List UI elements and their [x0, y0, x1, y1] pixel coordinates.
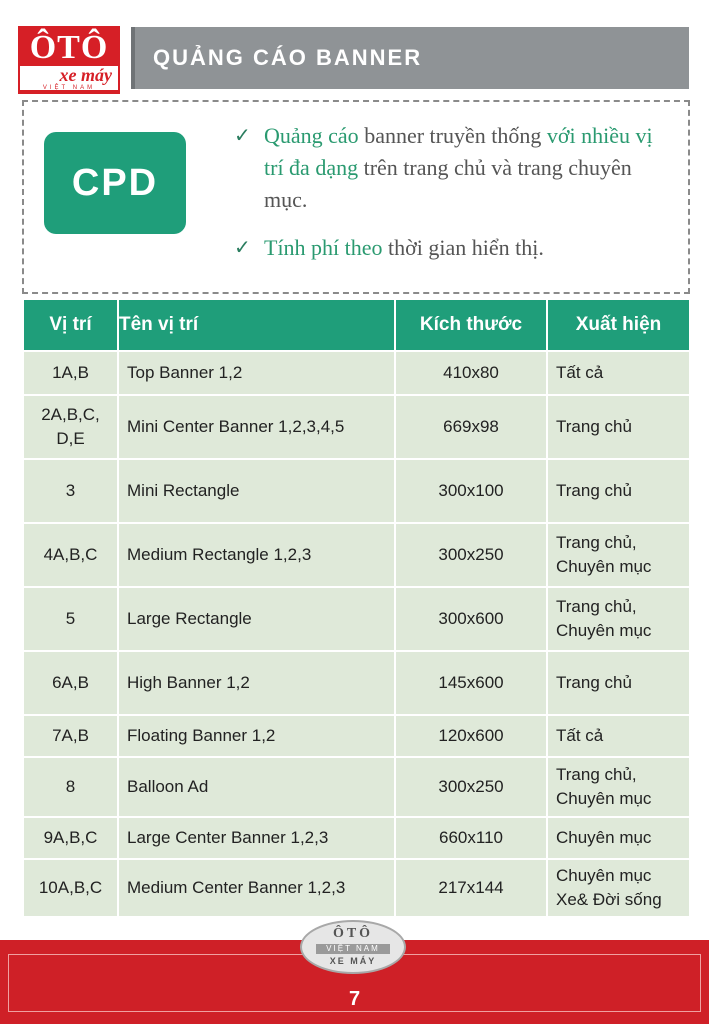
appearance-line-1: Trang chủ: [556, 417, 632, 436]
bullet-item-1: [234, 120, 674, 216]
cell-position: 9A,B,C: [24, 816, 119, 858]
appearance-line-2: Xe& Đời sống: [556, 890, 662, 909]
table-row: [24, 756, 689, 816]
cell-position: 4A,B,C: [24, 522, 119, 586]
col-header-position: Vị trí: [24, 300, 119, 350]
cell-name: Balloon Ad: [119, 756, 396, 816]
appearance-line-1: Tất cả: [556, 363, 604, 382]
appearance-line-2: Chuyên mục: [556, 621, 652, 640]
cell-appearance: [548, 458, 689, 522]
bullet-1-highlight-c: với nhiều vị trí đa dạng: [264, 123, 653, 180]
bullet-text-2: [234, 232, 674, 264]
cell-appearance: [548, 394, 689, 458]
checkmark-icon: ✓: [234, 237, 251, 259]
cell-size: 217x144: [396, 858, 548, 916]
cell-position: 10A,B,C: [24, 858, 119, 916]
appearance-line-1: Trang chủ,: [556, 765, 637, 784]
cell-position: 1A,B: [24, 350, 119, 394]
bullet-item-2: [234, 232, 674, 264]
page-title: QUẢNG CÁO BANNER: [153, 45, 423, 70]
cell-name: Large Rectangle: [119, 586, 396, 650]
bullet-1-text-d: trên trang chủ và trang chuyên mục.: [264, 155, 632, 212]
bullet-2-highlight-a: Tính phí theo: [264, 235, 383, 260]
cell-name: Mini Center Banner 1,2,3,4,5: [119, 394, 396, 458]
appearance-line-2: Chuyên mục: [556, 789, 652, 808]
badge-vietnam-text: VIỆT NAM: [316, 944, 390, 954]
cell-size: 145x600: [396, 650, 548, 714]
intro-box: [22, 100, 690, 294]
appearance-line-1: Chuyên mục: [556, 828, 652, 847]
cell-position: 5: [24, 586, 119, 650]
appearance-line-1: Trang chủ,: [556, 597, 637, 616]
cell-size: 300x250: [396, 756, 548, 816]
table-row: [24, 714, 689, 756]
cell-position: 7A,B: [24, 714, 119, 756]
cell-size: 669x98: [396, 394, 548, 458]
appearance-line-1: Tất cả: [556, 726, 604, 745]
badge-oto-text: ÔTÔ: [332, 926, 374, 941]
cell-position: 6A,B: [24, 650, 119, 714]
banner-table: [24, 300, 689, 916]
logo-oto-text: ÔTÔ: [20, 28, 118, 66]
cell-size: 120x600: [396, 714, 548, 756]
cell-appearance: [548, 756, 689, 816]
cell-size: 660x110: [396, 816, 548, 858]
table-row: [24, 522, 689, 586]
table-row: [24, 816, 689, 858]
cell-appearance: [548, 522, 689, 586]
cell-name: Mini Rectangle: [119, 458, 396, 522]
cell-appearance: [548, 650, 689, 714]
cell-name: Floating Banner 1,2: [119, 714, 396, 756]
page-number: 7: [348, 988, 361, 1010]
cell-name: Medium Center Banner 1,2,3: [119, 858, 396, 916]
cell-size: 300x250: [396, 522, 548, 586]
badge-xemay-text: XE MÁY: [329, 956, 377, 966]
cell-appearance: [548, 816, 689, 858]
appearance-line-1: Chuyên mục: [556, 866, 652, 885]
cell-position: 8: [24, 756, 119, 816]
appearance-line-1: Trang chủ: [556, 481, 632, 500]
position-text: 2A,B,C, D,E: [41, 405, 100, 448]
cell-name: Top Banner 1,2: [119, 350, 396, 394]
col-header-name: Tên vị trí: [119, 300, 396, 350]
table-row: [24, 350, 689, 394]
table-header-row: [24, 300, 689, 350]
table-row: [24, 586, 689, 650]
cell-name: Medium Rectangle 1,2,3: [119, 522, 396, 586]
footer-brand-badge: [300, 920, 406, 974]
cell-name: High Banner 1,2: [119, 650, 396, 714]
cell-size: 300x600: [396, 586, 548, 650]
bullet-1-text-b: banner truyền thống: [358, 123, 547, 148]
checkmark-icon: ✓: [234, 125, 251, 147]
cell-size: 410x80: [396, 350, 548, 394]
table-row: [24, 858, 689, 916]
logo-underline: [18, 92, 120, 94]
cell-appearance: [548, 714, 689, 756]
cell-position: [24, 394, 119, 458]
bullet-1-highlight-a: Quảng cáo: [264, 123, 359, 148]
table-row: [24, 394, 689, 458]
brand-logo: [18, 26, 120, 92]
cell-position: 3: [24, 458, 119, 522]
table-row: [24, 458, 689, 522]
logo-vietnam-text: VIỆT NAM: [42, 85, 96, 91]
col-header-size: Kích thước: [396, 300, 548, 350]
appearance-line-2: Chuyên mục: [556, 557, 652, 576]
logo-xemay-text: xe máy: [20, 66, 118, 84]
bullet-2-text-b: thời gian hiển thị.: [382, 235, 544, 260]
appearance-line-1: Trang chủ,: [556, 533, 637, 552]
bullet-text-1: [234, 120, 674, 216]
cell-size: 300x100: [396, 458, 548, 522]
cpd-badge: CPD: [44, 132, 186, 234]
col-header-appearance: Xuất hiện: [548, 300, 689, 350]
cell-name: Large Center Banner 1,2,3: [119, 816, 396, 858]
title-bar: [131, 27, 689, 89]
table-row: [24, 650, 689, 714]
cell-appearance: [548, 350, 689, 394]
cell-appearance: [548, 858, 689, 916]
appearance-line-1: Trang chủ: [556, 673, 632, 692]
cell-appearance: [548, 586, 689, 650]
